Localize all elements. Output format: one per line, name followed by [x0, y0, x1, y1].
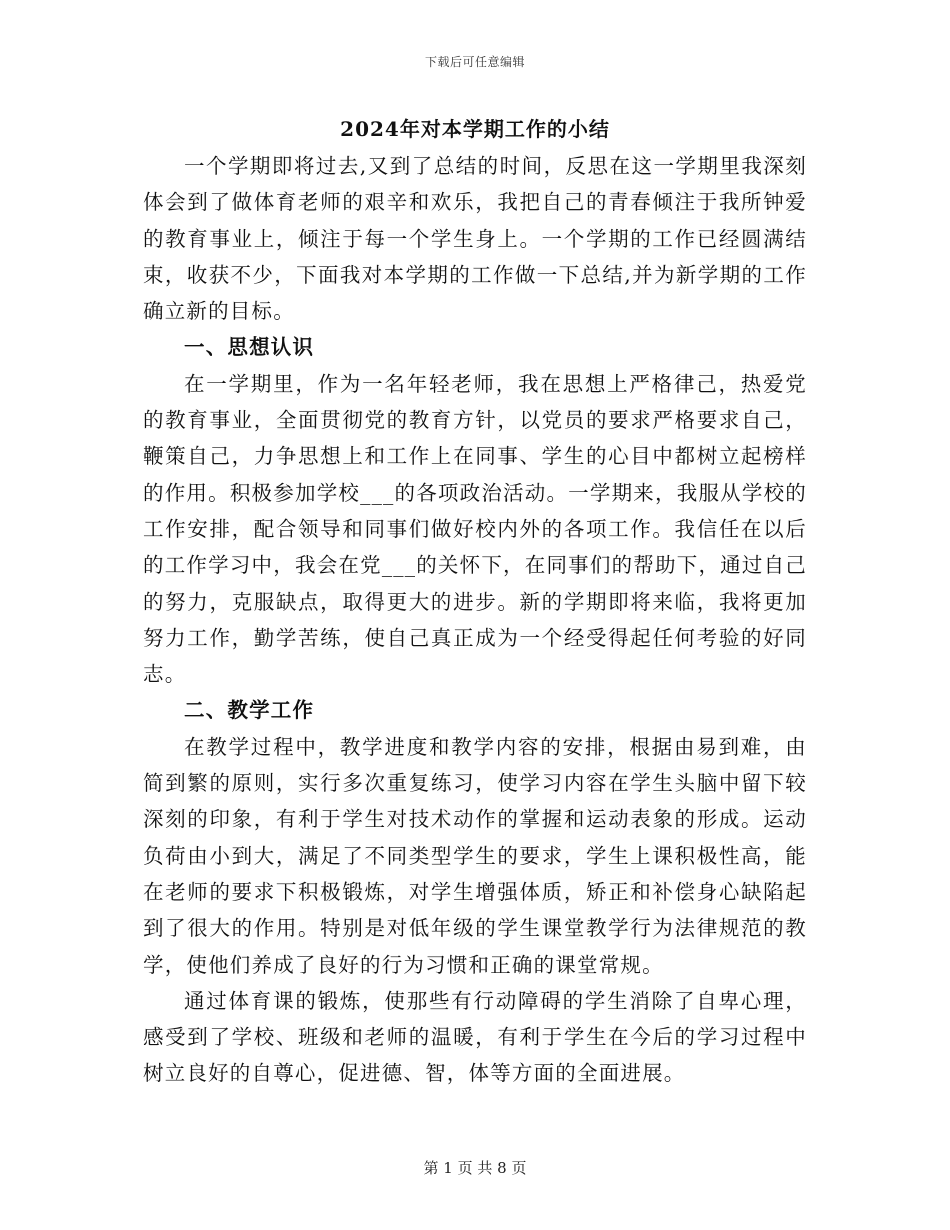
page-number-footer: 第 1 页 共 8 页: [423, 1159, 527, 1177]
ideology-paragraph: 在一学期里，作为一名年轻老师，我在思想上严格律己，热爱党的教育事业，全面贯彻党的教育方针，以党员的要求严格要求自己，鞭策自己，力争思想上和工作上在同事、学生的心目中都树立起榜样的作用。积极参加学校___的各项政治活动。一学期来，我服从学校的工作安排，配合领导和同事们做好校内外的各项工作。我信任在以后的工作学习中，我会在党___的关怀下，在同事们的帮助下，通过自己的努力，克服缺点，取得更大的进步。新的学期即将来临，我将更加努力工作，勤学苦练，使自己真正成为一个经受得起任何考验的好同志。: [143, 371, 807, 687]
section-heading-ideology: 一、思想认识: [184, 335, 315, 360]
intro-paragraph: 一个学期即将过去,又到了总结的时间，反思在这一学期里我深刻体会到了做体育老师的艰辛和欢乐，我把自己的青春倾注于我所钟爱的教育事业上，倾注于每一个学生身上。一个学期的工作已经圆满结束，收获不少，下面我对本学期的工作做一下总结,并为新学期的工作确立新的目标。: [143, 154, 807, 324]
document-title: 2024年对本学期工作的小结: [340, 117, 610, 141]
teaching-paragraph-2: 通过体育课的锻炼，使那些有行动障碍的学生消除了自卑心理，感受到了学校、班级和老师的温暖，有利于学生在今后的学习过程中树立良好的自尊心，促进德、智，体等方面的全面进展。: [143, 988, 807, 1086]
section-heading-teaching: 二、教学工作: [184, 698, 315, 723]
header-note: 下载后可任意编辑: [424, 55, 525, 69]
teaching-paragraph-1: 在教学过程中，教学进度和教学内容的安排，根据由易到难，由简到繁的原则，实行多次重复练习，使学习内容在学生头脑中留下较深刻的印象，有利于学生对技术动作的掌握和运动表象的形成。运动负荷由小到大，满足了不同类型学生的要求，学生上课积极性高，能在老师的要求下积极锻炼，对学生增强体质，矫正和补偿身心缺陷起到了很大的作用。特别是对低年级的学生课堂教学行为法律规范的教学，使他们养成了良好的行为习惯和正确的课堂常规。: [143, 734, 807, 977]
document-body: [143, 148, 807, 1092]
